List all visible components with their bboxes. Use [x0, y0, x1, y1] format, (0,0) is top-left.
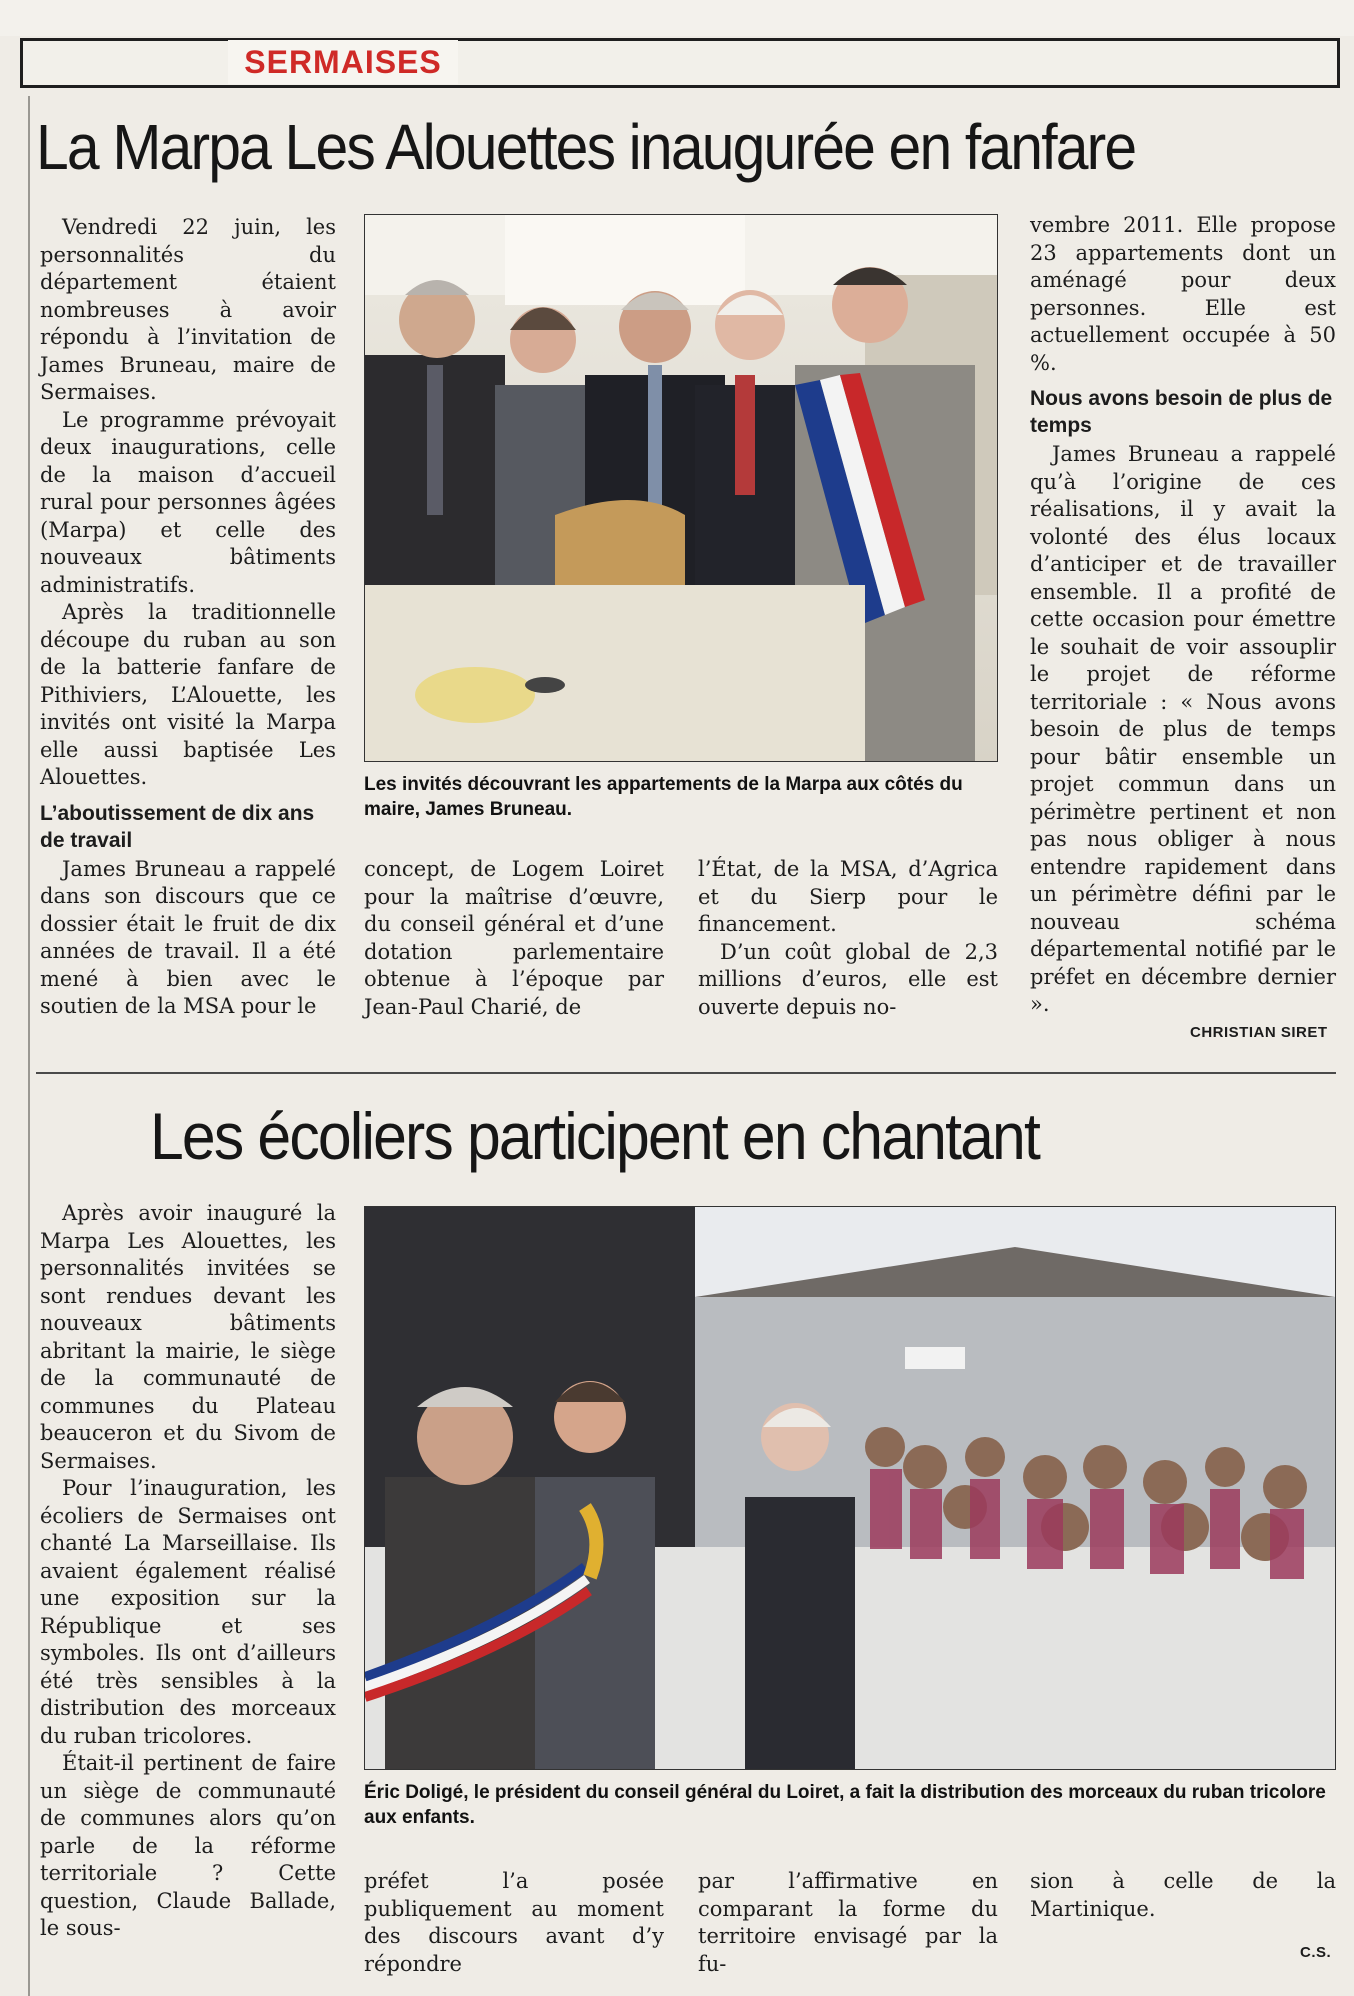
photo-caption: Éric Doligé, le président du conseil général du Loiret, a fait la distribution des morceaux du ruban tricolore aux enfants.: [364, 1782, 1326, 1828]
paragraph: Après avoir inauguré la Marpa Les Alouettes, les personnalités invitées se sont rendues devant les nouveaux bâtiments abritant la mairie, le siège de la communauté de communes du Plateau beauceron et du Sivom de Sermaises.: [40, 1201, 336, 1473]
paragraph: l’État, de la MSA, d’Agrica et du Sierp pour le financement.: [698, 857, 998, 936]
paragraph: sion à celle de la Martinique.: [1030, 1869, 1336, 1921]
article2-column-2: [364, 1868, 664, 1978]
paragraph: préfet l’a posée publiquement au moment des discours avant d’y répondre: [364, 1869, 664, 1976]
section-label: SERMAISES: [228, 40, 458, 84]
byline: C.S.: [1300, 1944, 1332, 1961]
paragraph: concept, de Logem Loiret pour la maîtrise d’œuvre, du conseil général et d’une dotation parlementaire obtenue à l’époque par Jean-Paul Charié, de: [364, 857, 664, 1019]
paragraph: Après la traditionnelle découpe du ruban au son de la batterie fanfare de Pithiviers, L’Alouette, les invités ont visité la Marpa elle aussi baptisée Les Alouettes.: [40, 600, 336, 789]
article2-column-1: [40, 1200, 336, 1943]
paragraph: Pour l’inauguration, les écoliers de Sermaises ont chanté La Marseillaise. Ils avaient également réalisé une exposition sur la République et ses symboles. Ils ont d’ailleurs été très sensibles à la distribution des morceaux du ruban tricolores.: [40, 1476, 336, 1748]
photo-marpa-visit: [364, 214, 998, 762]
photo-caption: Les invités découvrant les appartements de la Marpa aux côtés du maire, James Bruneau.: [364, 774, 963, 820]
section-header-bar: [20, 38, 1340, 88]
paragraph: D’un coût global de 2,3 millions d’euros, elle est ouverte depuis no-: [698, 939, 998, 1019]
paragraph: par l’affirmative en comparant la forme du territoire envisagé par la fu-: [698, 1869, 998, 1976]
paragraph: Était-il pertinent de faire un siège de communauté de communes alors qu’on parle de la réforme territoriale ? Cette question, Claude Ballade, le sous-: [40, 1751, 336, 1940]
paragraph: Vendredi 22 juin, les personnalités du département étaient nombreuses à avoir répondu à l’invitation de James Bruneau, maire de Sermaises.: [40, 215, 336, 404]
headline-ecoliers: Les écoliers participent en chantant: [150, 1099, 1040, 1173]
paragraph: James Bruneau a rappelé qu’à l’origine de ces réalisations, il y avait la volonté des élus locaux d’anticiper et de travailler ensemble. Il a profité de cette occasion pour émettre le souhait de voir assouplir le projet de réforme territoriale : « Nous avons besoin de plus de temps pour bâtir ensemble un projet commun dans un périmètre pertinent et non pas nous obliger à nous entendre rapidement dans un périmètre défini par le nouveau schéma départemental notifié par le préfet en décembre dernier ».: [1030, 442, 1336, 1016]
article2-column-3: [698, 1868, 998, 1978]
article1-column-3: [698, 856, 998, 1021]
paragraph: vembre 2011. Elle propose 23 appartements dont un aménagé pour deux personnes. Elle est actuellement occupée à 50 %.: [1030, 213, 1336, 375]
paragraph: Le programme prévoyait deux inaugurations, celle de la maison d’accueil rural pour personnes âgées (Marpa) et celle des nouveaux bâtiments administratifs.: [40, 407, 336, 597]
article1-column-2: [364, 856, 664, 1021]
article1-column-4: [1030, 212, 1336, 1019]
article-divider: [36, 1072, 1336, 1074]
article1-column-1: [40, 214, 336, 1021]
paragraph: James Bruneau a rappelé dans son discours que ce dossier était le fruit de dix années de travail. Il a été mené à bien avec le soutien de la MSA pour le: [40, 856, 336, 1018]
photo-ribbon-cutting: [364, 1206, 1336, 1770]
top-strip: [0, 0, 1354, 36]
byline: CHRISTIAN SIRET: [1190, 1024, 1328, 1041]
subheading: Nous avons besoin de plus de temps: [1030, 387, 1333, 437]
article2-column-4: [1030, 1868, 1336, 1923]
column-rule: [28, 96, 30, 1996]
photo-illustration: [365, 215, 997, 761]
headline-marpa: La Marpa Les Alouettes inaugurée en fanfare: [36, 111, 1136, 183]
subheading: L’aboutissement de dix ans de travail: [40, 801, 315, 852]
photo-illustration: [365, 1207, 1335, 1769]
